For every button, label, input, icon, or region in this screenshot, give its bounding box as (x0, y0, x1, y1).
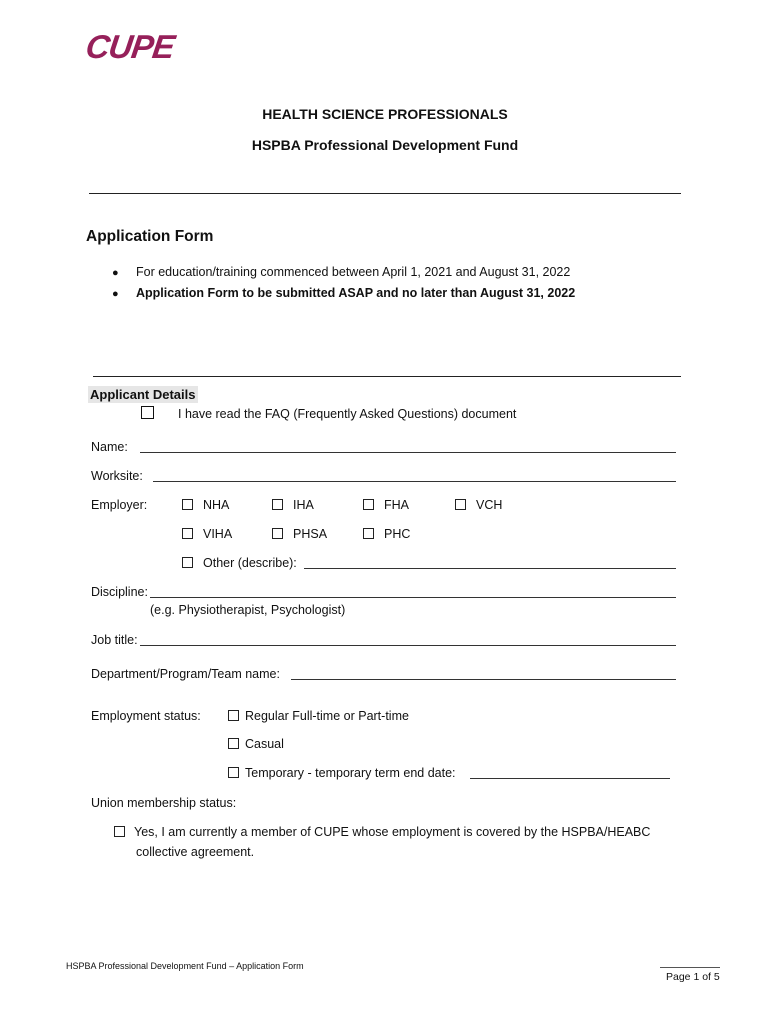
checkbox[interactable] (228, 738, 239, 749)
applicant-details-heading: Applicant Details (88, 386, 198, 403)
employment-option-regular[interactable]: Regular Full-time or Part-time (228, 709, 409, 723)
bullet-icon: ● (112, 288, 119, 300)
checkbox[interactable] (182, 499, 193, 510)
instruction-list (112, 262, 575, 304)
discipline-label: Discipline: (91, 585, 148, 599)
worksite-field[interactable] (153, 469, 676, 482)
checkbox[interactable] (455, 499, 466, 510)
checkbox[interactable] (363, 528, 374, 539)
checkbox[interactable] (363, 499, 374, 510)
employer-label: Employer: (91, 498, 148, 512)
employer-option-vch[interactable]: VCH (455, 498, 502, 512)
employment-option-casual[interactable]: Casual (228, 737, 284, 751)
page-number: Page 1 of 5 (666, 971, 720, 983)
footer-divider (660, 967, 720, 968)
section-divider (93, 376, 681, 377)
faq-label: I have read the FAQ (Frequently Asked Questions) document (178, 407, 517, 421)
name-field[interactable] (140, 440, 676, 453)
employer-option-nha[interactable]: NHA (182, 498, 229, 512)
union-membership-option-continued: collective agreement. (136, 845, 255, 859)
department-label: Department/Program/Team name: (91, 667, 280, 681)
header-divider (89, 193, 681, 194)
employer-option-iha[interactable]: IHA (272, 498, 314, 512)
document-subheading: HSPBA Professional Development Fund (251, 137, 519, 153)
employer-option-phc[interactable]: PHC (363, 527, 410, 541)
checkbox[interactable] (272, 499, 283, 510)
name-label: Name: (91, 440, 128, 454)
department-field[interactable] (291, 667, 676, 680)
footer-document-title: HSPBA Professional Development Fund – Application Form (66, 961, 304, 971)
employer-other-field[interactable] (304, 556, 676, 569)
faq-confirmation (141, 406, 516, 421)
employer-option-viha[interactable]: VIHA (182, 527, 232, 541)
section-title: Application Form (86, 228, 214, 245)
list-item: ● For education/training commenced between April 1, 2021 and August 31, 2022 (112, 262, 575, 283)
checkbox[interactable] (228, 710, 239, 721)
employer-option-other[interactable]: Other (describe): (182, 556, 297, 570)
worksite-label: Worksite: (91, 469, 143, 483)
bullet-icon: ● (112, 267, 119, 279)
employer-option-fha[interactable]: FHA (363, 498, 409, 512)
list-item: ● Application Form to be submitted ASAP and no later than August 31, 2022 (112, 283, 575, 304)
discipline-field[interactable] (150, 585, 676, 598)
document-heading: HEALTH SCIENCE PROFESSIONALS (262, 106, 508, 122)
checkbox[interactable] (114, 826, 125, 837)
faq-checkbox[interactable] (141, 406, 154, 419)
employment-status-label: Employment status: (91, 709, 201, 723)
cupe-logo: CUPE (83, 28, 177, 65)
union-membership-option[interactable]: Yes, I am currently a member of CUPE whose employment is covered by the HSPBA/HEABC (114, 825, 650, 839)
job-title-field[interactable] (140, 633, 676, 646)
union-membership-label: Union membership status: (91, 796, 237, 810)
checkbox[interactable] (182, 557, 193, 568)
worksite-row (91, 469, 143, 483)
temporary-end-date-field[interactable] (470, 766, 670, 779)
checkbox[interactable] (182, 528, 193, 539)
employer-option-phsa[interactable]: PHSA (272, 527, 327, 541)
job-title-label: Job title: (91, 633, 138, 647)
employment-option-temporary[interactable]: Temporary - temporary term end date: (228, 766, 456, 780)
discipline-hint: (e.g. Physiotherapist, Psychologist) (150, 603, 346, 617)
checkbox[interactable] (272, 528, 283, 539)
checkbox[interactable] (228, 767, 239, 778)
name-row (91, 440, 128, 454)
